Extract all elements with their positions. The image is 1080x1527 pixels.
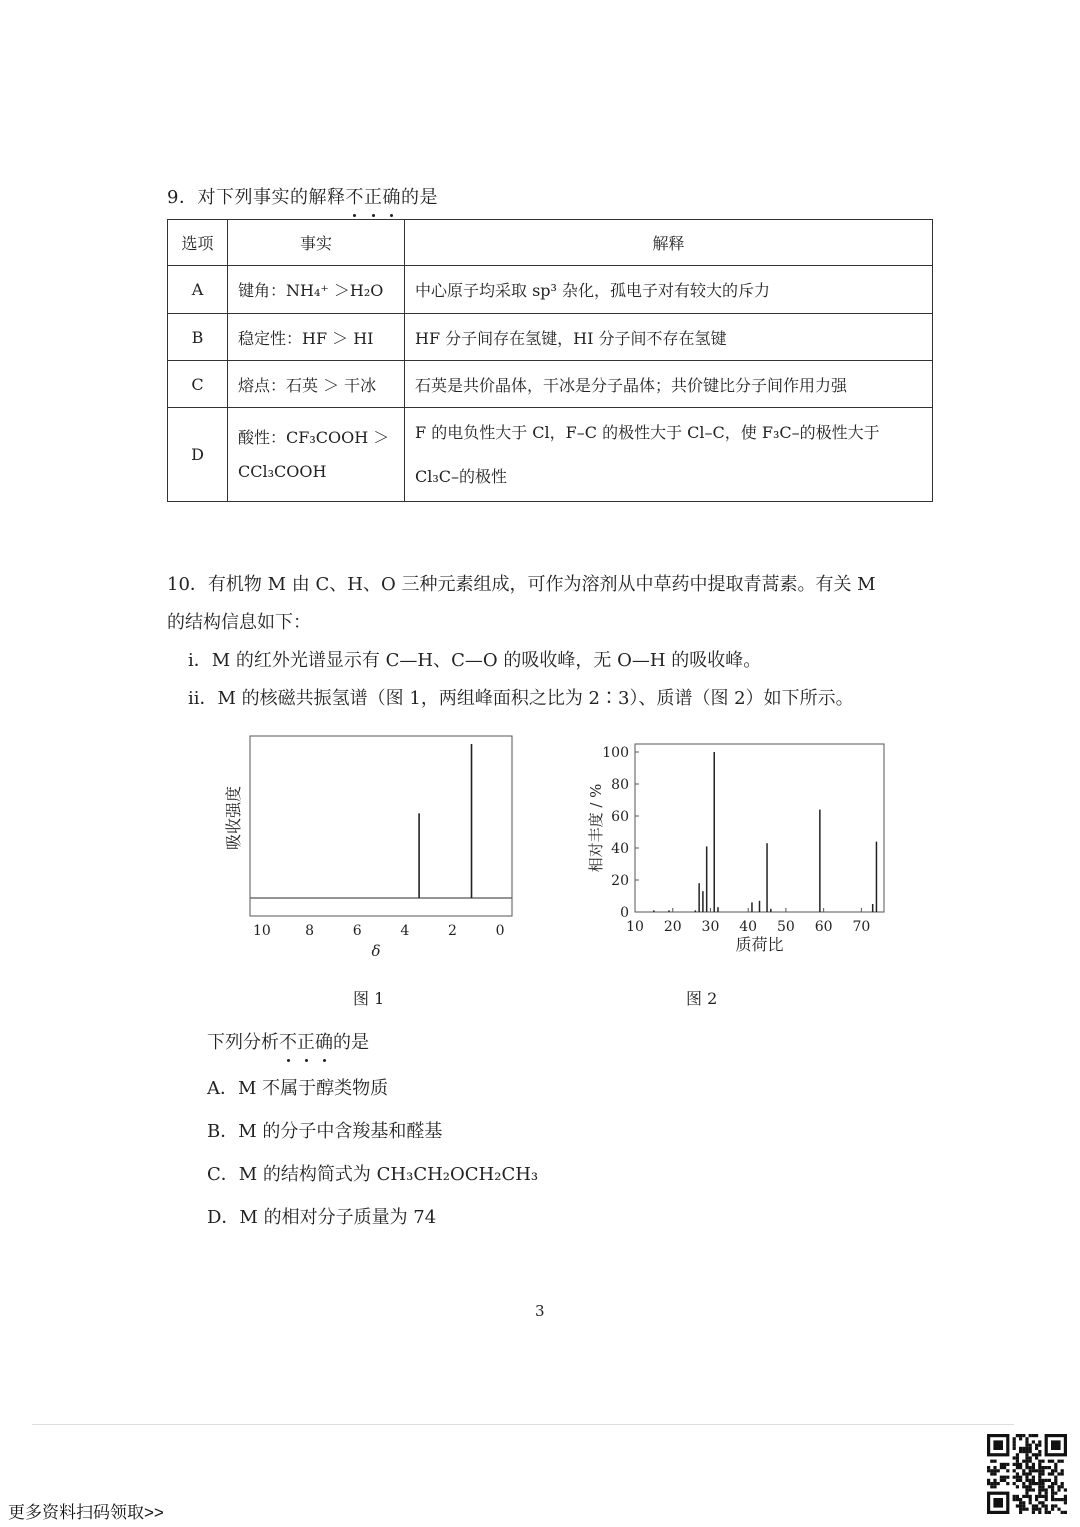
y-axis-label: 吸收强度	[224, 785, 243, 851]
x-tick-label: 6	[352, 923, 362, 939]
row-fact: 酸性：CF₃COOH ＞ CCl₃COOH	[228, 408, 405, 502]
footer-divider	[32, 1424, 1014, 1425]
y-tick-label: 40	[611, 841, 629, 857]
fig1-caption: 图 1	[353, 989, 385, 1008]
y-tick-label: 100	[602, 745, 629, 761]
x-tick-label: 50	[776, 919, 795, 935]
x-axis-label: δ	[371, 942, 381, 960]
row-explanation: HF 分子间存在氢键，HI 分子间不存在氢键	[405, 314, 933, 361]
x-tick-label: 8	[305, 923, 315, 939]
footer-link[interactable]: 更多资料扫码领取>>	[8, 1503, 164, 1522]
x-tick-label: 70	[852, 919, 871, 935]
option-d: D．M 的相对分子质量为 74	[207, 1207, 437, 1228]
mass-spectrum-chart	[585, 736, 890, 962]
row-option: D	[168, 408, 228, 502]
x-tick-label: 60	[814, 919, 833, 935]
x-tick-label: 30	[701, 919, 720, 935]
nmr-chart	[215, 728, 515, 960]
table-row	[168, 266, 933, 314]
table-row	[168, 408, 933, 502]
option-a: A．M 不属于醇类物质	[207, 1078, 389, 1099]
x-axis-label: 质荷比	[735, 935, 784, 954]
q10-ask: 下列分析不正确的是	[207, 1028, 369, 1054]
y-tick-label: 0	[620, 905, 629, 921]
row-explanation: 中心原子均采取 sp³ 杂化，孤电子对有较大的斥力	[405, 266, 933, 314]
q10-line1: 10．有机物 M 由 C、H、O 三种元素组成，可作为溶剂从中草药中提取青蒿素。有关 M	[167, 574, 876, 595]
header-explanation: 解释	[405, 220, 933, 266]
option-b: B．M 的分子中含羧基和醛基	[207, 1121, 443, 1142]
row-explanation: 石英是共价晶体，干冰是分子晶体；共价键比分子间作用力强	[405, 361, 933, 408]
x-tick-label: 40	[739, 919, 758, 935]
y-axis-label: 相对丰度 / %	[587, 783, 605, 873]
plot-frame	[250, 736, 512, 916]
page-number: 3	[535, 1302, 545, 1320]
x-tick-label: 10	[626, 919, 644, 935]
y-tick-label: 80	[611, 777, 629, 793]
x-tick-label: 10	[252, 923, 271, 939]
row-option: C	[168, 361, 228, 408]
row-fact: 熔点：石英 ＞ 干冰	[228, 361, 405, 408]
x-tick-label: 20	[663, 919, 682, 935]
header-fact: 事实	[228, 220, 405, 266]
row-fact: 稳定性：HF ＞ HI	[228, 314, 405, 361]
row-fact: 键角：NH₄⁺ ＞H₂O	[228, 266, 405, 314]
qr-code-icon[interactable]	[987, 1434, 1067, 1514]
q10-info2: ii．M 的核磁共振氢谱（图 1，两组峰面积之比为 2∶3）、质谱（图 2）如下所示。	[188, 688, 854, 709]
fig2-caption: 图 2	[686, 989, 718, 1008]
plot-frame	[635, 744, 884, 912]
q10-info1: i．M 的红外光谱显示有 C—H、C—O 的吸收峰，无 O—H 的吸收峰。	[188, 650, 762, 671]
table-row	[168, 314, 933, 361]
option-c: C．M 的结构简式为 CH₃CH₂OCH₂CH₃	[207, 1164, 539, 1185]
q9-table	[167, 219, 933, 502]
y-tick-label: 20	[611, 873, 629, 889]
row-option: B	[168, 314, 228, 361]
y-tick-label: 60	[611, 809, 629, 825]
header-option: 选项	[168, 220, 228, 266]
q10-line2: 的结构信息如下：	[167, 612, 311, 633]
row-explanation: F 的电负性大于 Cl，F–C 的极性大于 Cl–C，使 F₃C–的极性大于 Cl₃C–的极性	[405, 408, 933, 502]
row-option: A	[168, 266, 228, 314]
q9-title: 9．对下列事实的解释不正确的是	[167, 183, 438, 209]
x-tick-label: 0	[495, 923, 505, 939]
table-header-row	[168, 220, 933, 266]
x-tick-label: 2	[447, 923, 457, 939]
x-tick-label: 4	[400, 923, 410, 939]
table-row	[168, 361, 933, 408]
